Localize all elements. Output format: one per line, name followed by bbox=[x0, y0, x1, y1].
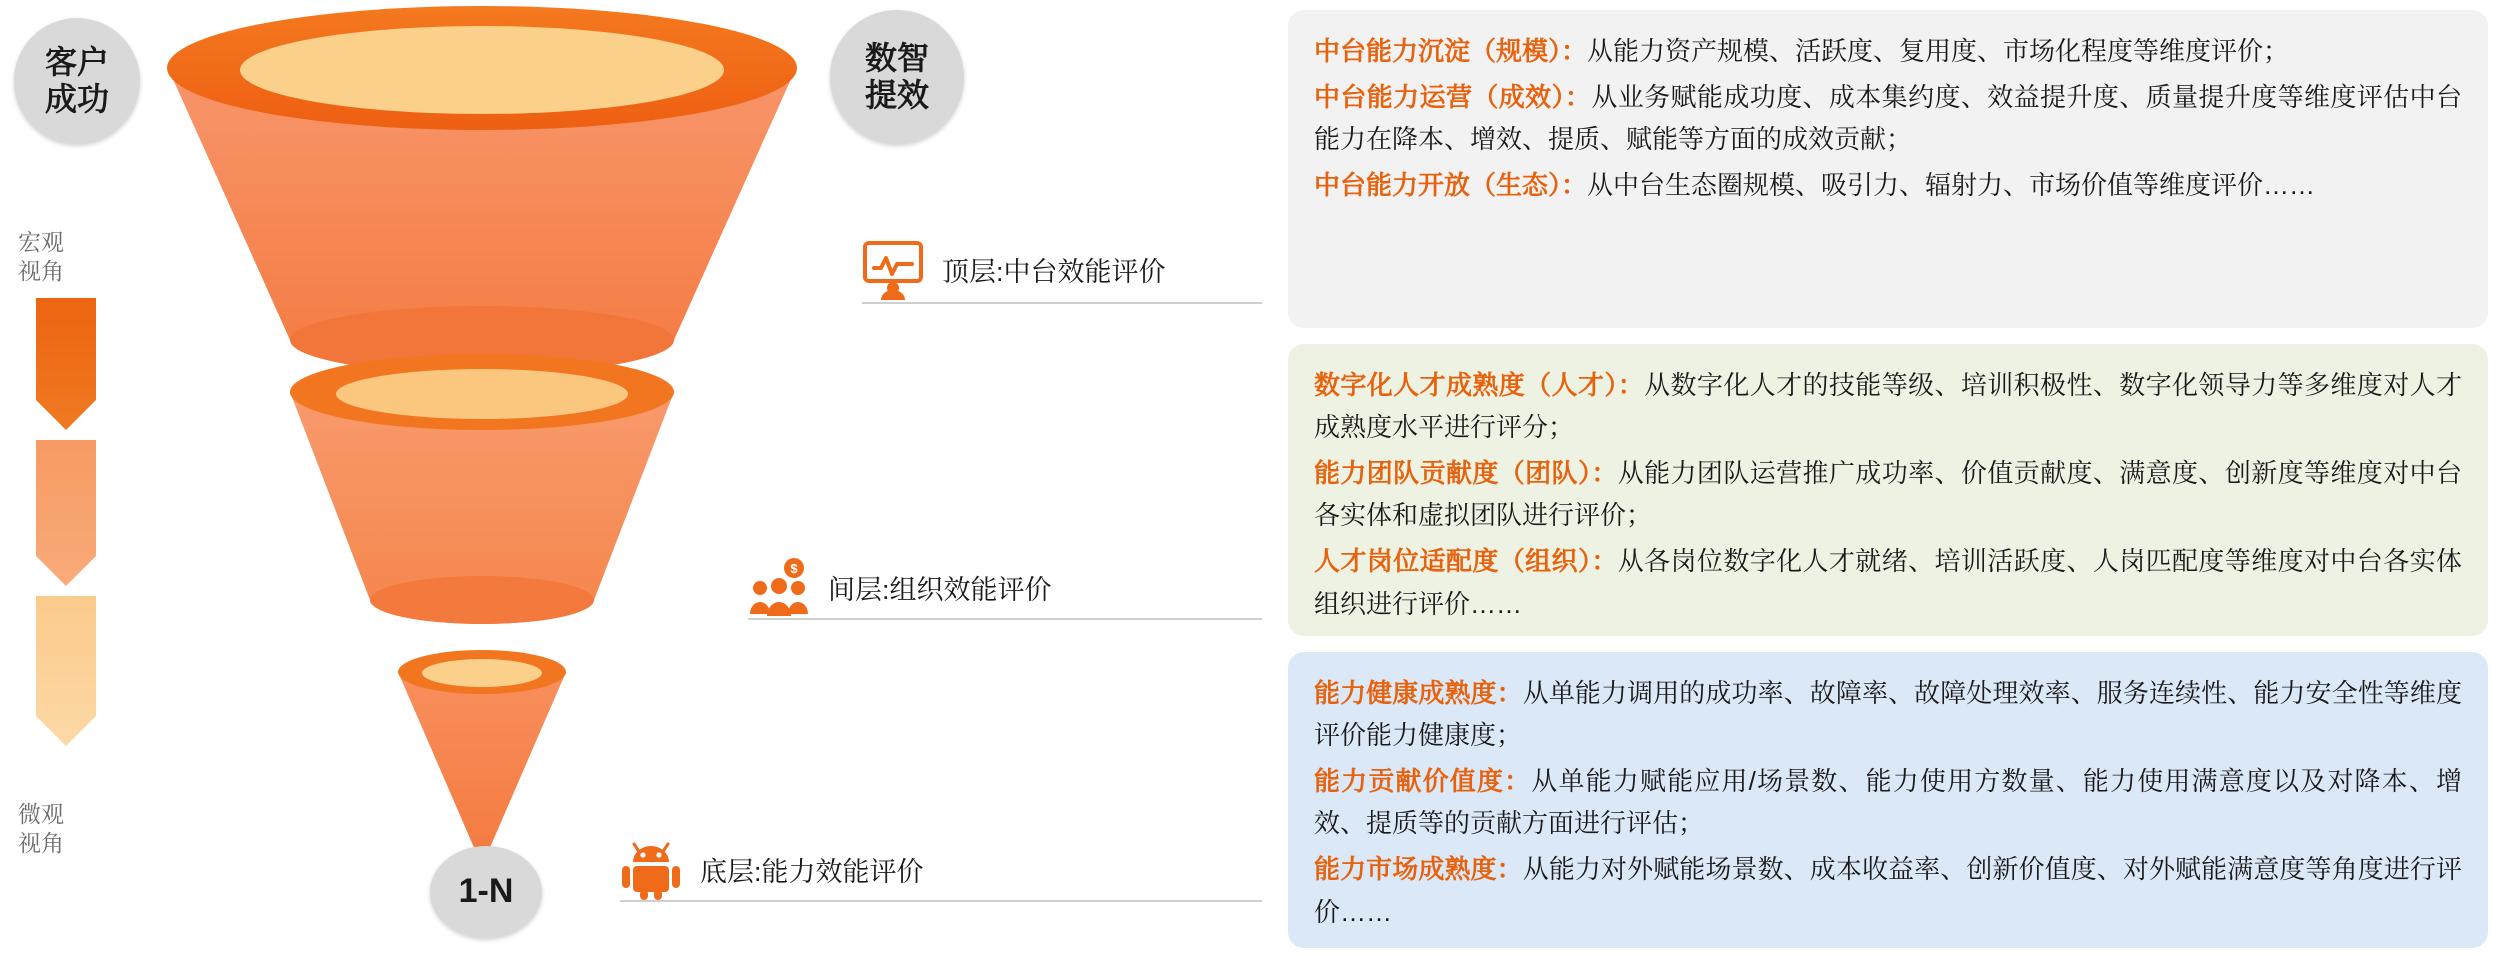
bubble-one-to-n: 1-N bbox=[430, 846, 542, 938]
health-item-1-lead: 能力健康成熟度： bbox=[1314, 678, 1523, 708]
annotation-middle-layer-label: 间层:组织效能评价 bbox=[828, 574, 1052, 605]
health-item-2-lead: 能力贡献价值度： bbox=[1314, 766, 1532, 797]
capability-item-1-text: 从能力资产规模、活跃度、复用度、市场化程度等维度评价； bbox=[1587, 36, 2290, 66]
bubble-digital-efficiency bbox=[830, 10, 964, 144]
capability-item-3-lead: 中台能力开放（生态）： bbox=[1314, 170, 1588, 201]
capability-item-3 bbox=[1314, 164, 2462, 206]
organization-item-1 bbox=[1314, 364, 2462, 448]
annotation-line-top bbox=[862, 302, 1262, 304]
capability-item-1 bbox=[1314, 30, 2462, 72]
bubble-customer-success-line2: 成功 bbox=[44, 81, 109, 117]
macro-perspective-line2: 视角 bbox=[18, 257, 64, 284]
health-item-3-lead: 能力市场成熟度： bbox=[1314, 854, 1523, 885]
macro-perspective-label bbox=[18, 228, 98, 286]
annotation-line-middle bbox=[748, 618, 1262, 620]
capability-item-2-text: 从业务赋能成功度、成本集约度、效益提升度、质量提升度等维度评估中台能力在降本、增效、提质、赋能等方面的成效贡献； bbox=[1314, 82, 2462, 155]
bubble-digital-efficiency-line1: 数智 bbox=[864, 40, 929, 77]
svg-text:$: $ bbox=[790, 561, 798, 576]
micro-perspective-line2: 视角 bbox=[18, 829, 64, 856]
health-item-3-text: 从能力对外赋能场景数、成本收益率、创新价值度、对外赋能满意度等角度进行评价…… bbox=[1314, 854, 2462, 927]
evaluation-panels bbox=[1288, 10, 2488, 950]
monitor-user-icon bbox=[862, 238, 924, 300]
capability-item-1-lead: 中台能力沉淀（规模）： bbox=[1314, 36, 1588, 66]
organization-item-2 bbox=[1314, 452, 2462, 536]
annotation-middle-layer bbox=[748, 556, 1052, 618]
bubble-digital-efficiency-line2: 提效 bbox=[864, 77, 929, 113]
organization-item-1-text: 从数字化人才的技能等级、培训积极性、数字化领导力等多维度对人才成熟度水平进行评分； bbox=[1314, 370, 2462, 443]
capability-item-2-lead: 中台能力运营（成效）： bbox=[1314, 82, 1592, 113]
organization-item-2-text: 从能力团队运营推广成功率、价值贡献度、满意度、创新度等维度对中台各实体和虚拟团队进行评价； bbox=[1314, 458, 2462, 531]
health-item-2 bbox=[1314, 760, 2462, 844]
health-item-1-text: 从单能力调用的成功率、故障率、故障处理效率、服务连续性、能力安全性等维度评价能力健康度； bbox=[1314, 678, 2462, 751]
organization-item-3-lead: 人才岗位适配度（组织）： bbox=[1314, 546, 1618, 577]
micro-perspective-line1: 微观 bbox=[18, 801, 64, 827]
health-item-1 bbox=[1314, 672, 2462, 756]
health-item-2-text: 从单能力赋能应用/场景数、能力使用方数量、能力使用满意度以及对降本、增效、提质等的贡献方面进行评估； bbox=[1314, 766, 2462, 839]
organization-item-3 bbox=[1314, 540, 2462, 624]
capability-item-2 bbox=[1314, 76, 2462, 160]
annotation-line-bottom bbox=[620, 900, 1262, 902]
macro-perspective-line1: 宏观 bbox=[18, 229, 64, 255]
bubble-customer-success-line1: 客户 bbox=[44, 44, 109, 81]
annotation-bottom-layer bbox=[620, 838, 924, 900]
health-item-3 bbox=[1314, 848, 2462, 932]
organization-item-2-lead: 能力团队贡献度（团队）： bbox=[1314, 458, 1618, 489]
micro-perspective-label bbox=[18, 800, 98, 858]
annotation-top-layer-label: 顶层:中台效能评价 bbox=[942, 256, 1166, 287]
health-panel bbox=[1288, 652, 2488, 948]
capability-item-3-text: 从中台生态圈规模、吸引力、辐射力、市场价值等维度评价…… bbox=[1587, 170, 2316, 201]
capability-panel bbox=[1288, 10, 2488, 328]
organization-panel bbox=[1288, 344, 2488, 636]
annotation-bottom-layer-label: 底层:能力效能评价 bbox=[700, 856, 924, 887]
team-money-icon bbox=[748, 556, 810, 618]
organization-item-1-lead: 数字化人才成熟度（人才）： bbox=[1314, 370, 1645, 400]
annotation-top-layer bbox=[862, 238, 1166, 300]
android-robot-icon bbox=[620, 838, 682, 900]
organization-item-3-text: 从各岗位数字化人才就绪、培训活跃度、人岗匹配度等维度对中台各实体组织进行评价…… bbox=[1314, 546, 2462, 619]
bubble-customer-success bbox=[14, 18, 140, 144]
